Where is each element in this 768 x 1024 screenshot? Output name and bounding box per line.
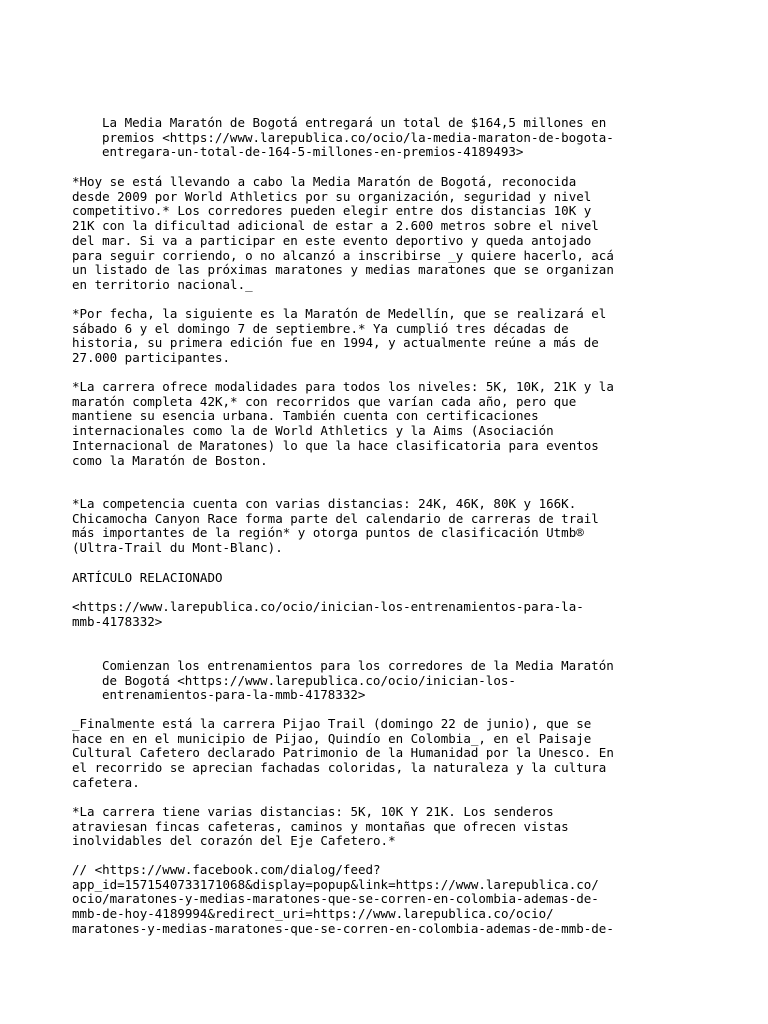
paragraph-modalidades: *La carrera ofrece modalidades para todos los niveles: 5K, 10K, 21K y la maratón completa 42K,* con recorridos que varían cada año, pero que mantiene su esencia urbana. También cuenta con certificaciones internacionales como la de World Athletics y la Aims (Asociación Internacional de Maratones) lo que la hace clasificatoria para eventos como la Maratón de Boston. xyxy=(72,379,614,468)
paragraph-maraton-medellin: *Por fecha, la siguiente es la Maratón de Medellín, que se realizará el sábado 6 y el domingo 7 de septiembre.* Ya cumplió tres décadas de historia, su primera edición fue en 1994, y actualmente reúne a más de 27.000 participantes. xyxy=(72,306,607,366)
related-article-link[interactable]: <https://www.larepublica.co/ocio/inician-los-entrenamientos-para-la- mmb-4178332> xyxy=(72,599,584,629)
quote-entrenamientos: Comienzan los entrenamientos para los corredores de la Media Maratón de Bogotá <https://www.larepublica.co/ocio/inician-los- entrenamientos-para-la-mmb-4178332> xyxy=(102,658,614,703)
related-article-heading: ARTÍCULO RELACIONADO xyxy=(72,570,223,585)
paragraph-chicamocha-canyon-race: *La competencia cuenta con varias distancias: 24K, 46K, 80K y 166K. Chicamocha Canyon Race forma parte del calendario de carreras de trail más importantes de la región* y otorga puntos de clasificación Utmb® (Ultra-Trail du Mont-Blanc). xyxy=(72,496,599,556)
facebook-share-link[interactable]: // <https://www.facebook.com/dialog/feed? app_id=1571540733171068&display=popup&link=https://www.larepublica.co/ ocio/maratones-y-medias-maratones-que-se-corren-en-colombia-ademas-de- mmb-de-hoy-4189994&redirect_uri=https://www.larepublica.co/ocio/ maratones-y-medias-maratones-que-se-corren-en-colombia-ademas-de-mmb-de- xyxy=(72,862,614,936)
quote-media-maraton-premios: La Media Maratón de Bogotá entregará un total de $164,5 millones en premios <https://www.larepublica.co/ocio/la-media-maraton-de-bogota- entregara-un-total-de-164-5-millones-en-premios-4189493> xyxy=(102,115,614,160)
paragraph-media-maraton-bogota: *Hoy se está llevando a cabo la Media Maratón de Bogotá, reconocida desde 2009 por World Athletics por su organización, seguridad y nivel competitivo.* Los corredores pueden elegir entre dos distancias 10K y 21K con la dificultad adicional de estar a 2.600 metros sobre el nivel del mar. Si va a participar en este evento deportivo y queda antojado para seguir corriendo, o no alcanzó a inscribirse _y quiere hacerlo, acá un listado de las próximas maratones y medias maratones que se organizan en territorio nacional._ xyxy=(72,174,614,292)
paragraph-pijao-trail: _Finalmente está la carrera Pijao Trail (domingo 22 de junio), que se hace en en el municipio de Pijao, Quindío en Colombia_, en el Paisaje Cultural Cafetero declarado Patrimonio de la Humanidad por la Unesco. En el recorrido se aprecian fachadas coloridas, la naturaleza y la cultura cafetera. xyxy=(72,716,614,790)
paragraph-distancias-senderos: *La carrera tiene varias distancias: 5K, 10K Y 21K. Los senderos atraviesan fincas cafeteras, caminos y montañas que ofrecen vistas inolvidables del corazón del Eje Cafetero.* xyxy=(72,804,569,849)
